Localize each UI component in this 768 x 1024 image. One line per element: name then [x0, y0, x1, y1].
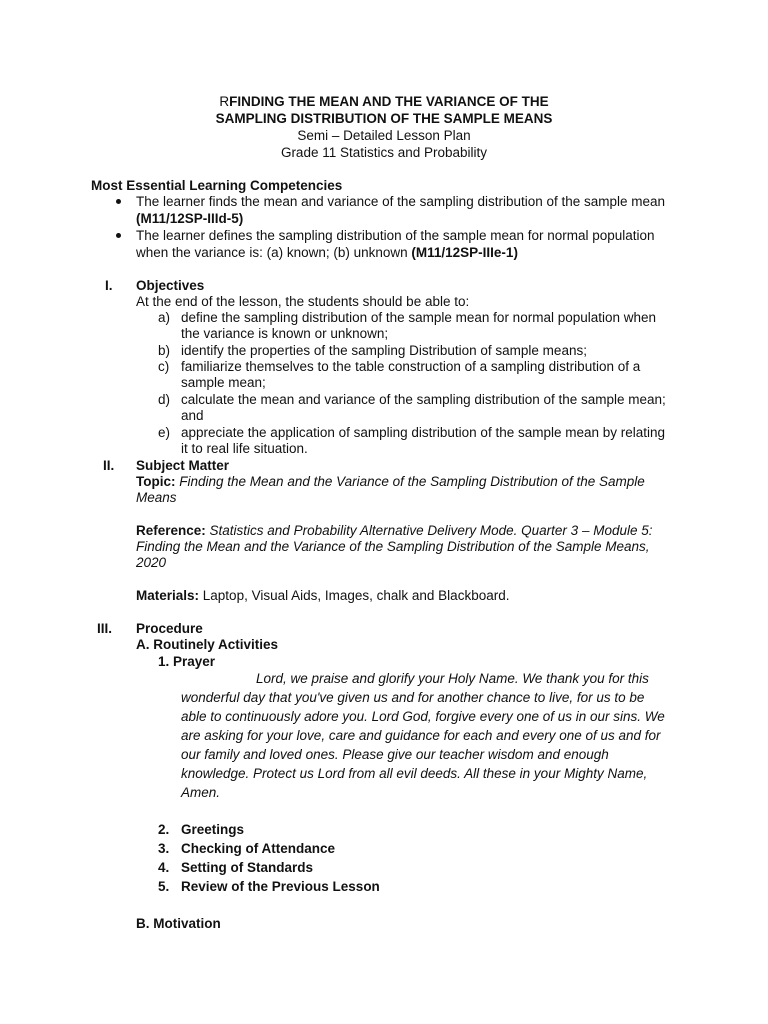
- bullet-icon: [116, 199, 121, 204]
- reference-text: Statistics and Probability Alternative Delivery Mode. Quarter 3 – Module 5:: [205, 523, 653, 538]
- objective-e-letter: e): [158, 425, 171, 440]
- routinely-activities-heading: A. Routinely Activities: [136, 637, 279, 652]
- objective-d-text: calculate the mean and variance of the sampling distribution of the sample mean;: [181, 392, 666, 407]
- prayer-line-6: knowledge. Protect us Lord from all evil deeds. All these in your Mighty Name,: [181, 766, 648, 781]
- competencies-heading: Most Essential Learning Competencies: [91, 178, 343, 193]
- prayer-line-7: Amen.: [181, 785, 221, 800]
- prayer-heading: 1. Prayer: [158, 654, 216, 669]
- prayer-line-2: wonderful day that you've given us and for another chance to live, for us to be: [181, 690, 645, 705]
- section-numeral-3: III.: [97, 621, 113, 636]
- prayer-line-3: able to continuously adore you. Lord God, forgive every one of us in our sins. We: [181, 709, 665, 724]
- materials-text: Laptop, Visual Aids, Images, chalk and Blackboard.: [199, 588, 510, 603]
- step-5-number: 5.: [158, 879, 170, 894]
- step-4-number: 4.: [158, 860, 170, 875]
- reference-label: Reference:: [136, 523, 206, 538]
- procedure-heading: Procedure: [136, 621, 203, 636]
- prayer-line-5: our family and loved ones. Please give our teacher wisdom and enough: [181, 747, 609, 762]
- competency-1-text: The learner finds the mean and variance of the sampling distribution of the sample mean: [136, 194, 666, 209]
- objective-e-text-cont: it to real life situation.: [181, 441, 308, 456]
- objective-a-letter: a): [158, 310, 171, 325]
- objective-c-text-cont: sample mean;: [181, 375, 266, 390]
- objective-d-text-cont: and: [181, 408, 204, 423]
- document-title-line-1: [0, 93, 768, 110]
- subject-matter-heading: Subject Matter: [136, 458, 230, 473]
- materials-label: Materials:: [136, 588, 200, 603]
- step-5-label: Review of the Previous Lesson: [181, 879, 380, 894]
- objective-e-text: appreciate the application of sampling distribution of the sample mean by relating: [181, 425, 666, 440]
- bullet-icon: [116, 233, 121, 238]
- competency-2-text: The learner defines the sampling distribution of the sample mean for normal population: [136, 228, 655, 243]
- objective-a-text-cont: the variance is known or unknown;: [181, 326, 389, 341]
- step-2-label: Greetings: [181, 822, 245, 837]
- prayer-line-4: are asking for your love, care and guidance for each and every one of us and for: [181, 728, 661, 743]
- topic-label: Topic:: [136, 474, 176, 489]
- objective-c-text: familiarize themselves to the table construction of a sampling distribution of a: [181, 359, 641, 374]
- step-4-label: Setting of Standards: [181, 860, 314, 875]
- step-3-label: Checking of Attendance: [181, 841, 336, 856]
- plan-type: Semi – Detailed Lesson Plan: [297, 128, 471, 143]
- competency-2-text-cont: [136, 244, 518, 261]
- step-3-number: 3.: [158, 841, 170, 856]
- objectives-intro: At the end of the lesson, the students should be able to:: [136, 294, 470, 309]
- objective-b-text: identify the properties of the sampling Distribution of sample means;: [181, 343, 587, 358]
- section-numeral-2: II.: [103, 458, 115, 473]
- title-prefix: R: [219, 94, 230, 109]
- topic-text: Finding the Mean and the Variance of the Sampling Distribution of the Sample: [175, 474, 645, 489]
- prayer-line-1: Lord, we praise and glorify your Holy Name. We thank you for this: [256, 671, 649, 686]
- reference-text-cont: Finding the Mean and the Variance of the Sampling Distribution of the Sample Means,: [136, 539, 650, 554]
- objectives-heading: Objectives: [136, 278, 205, 293]
- section-numeral-1: I.: [105, 278, 113, 293]
- materials-line: [136, 587, 509, 604]
- topic-text-cont: Means: [136, 490, 177, 505]
- topic-line: [136, 473, 645, 490]
- objective-b-letter: b): [158, 343, 171, 358]
- document-title-line-2: SAMPLING DISTRIBUTION OF THE SAMPLE MEANS: [215, 111, 553, 126]
- grade-subject: Grade 11 Statistics and Probability: [280, 145, 488, 160]
- competency-1-code: (M11/12SP-IIId-5): [136, 211, 244, 226]
- competency-2-code: (M11/12SP-IIIe-1): [411, 245, 518, 260]
- objective-a-text: define the sampling distribution of the sample mean for normal population when: [181, 310, 657, 325]
- objective-c-letter: c): [158, 359, 170, 374]
- title-text-1: FINDING THE MEAN AND THE VARIANCE OF THE: [229, 94, 549, 109]
- motivation-heading: B. Motivation: [136, 916, 221, 931]
- reference-line: [136, 522, 653, 539]
- competency-2-line2: when the variance is: (a) known; (b) unknown: [136, 245, 412, 260]
- reference-text-year: 2020: [136, 555, 167, 570]
- objective-d-letter: d): [158, 392, 171, 407]
- step-2-number: 2.: [158, 822, 170, 837]
